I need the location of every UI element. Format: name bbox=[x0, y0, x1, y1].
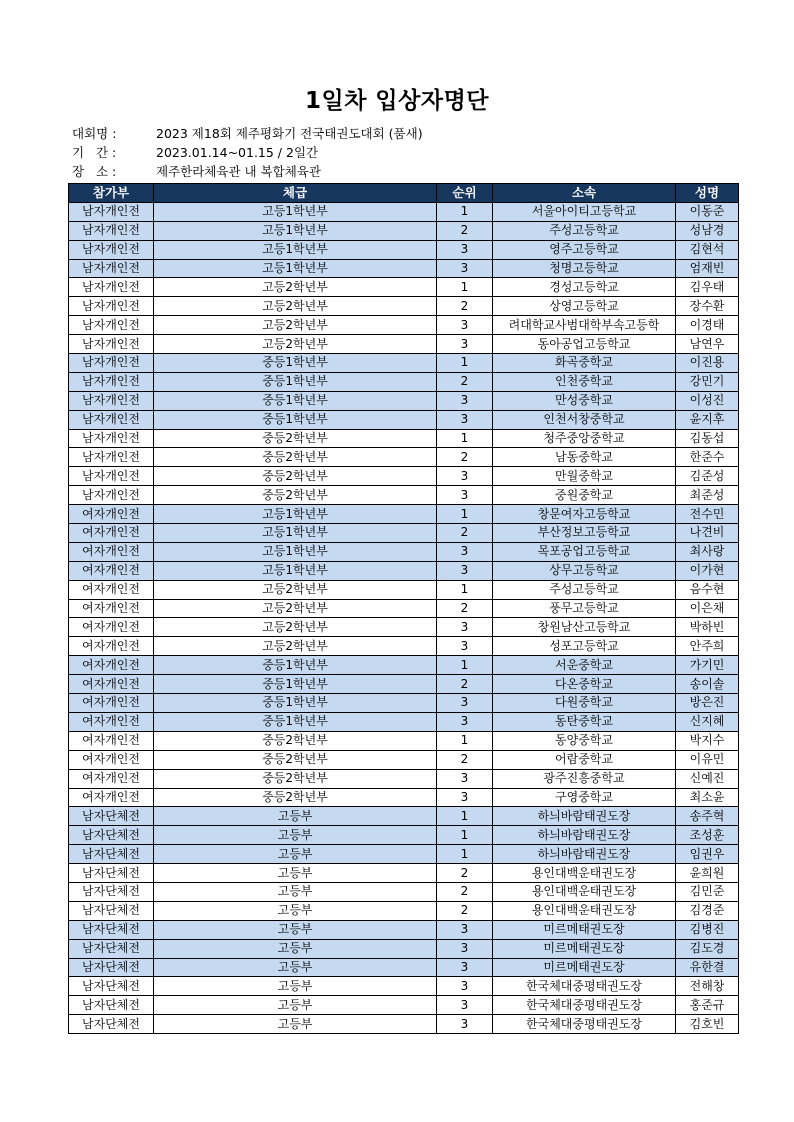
cell-division: 여자개인전 bbox=[69, 618, 154, 637]
cell-team: 한국체대중평태권도장 bbox=[493, 1015, 676, 1034]
cell-team: 주성고등학교 bbox=[493, 221, 676, 240]
cell-division: 남자개인전 bbox=[69, 486, 154, 505]
table-row bbox=[69, 486, 739, 505]
cell-category: 고등부 bbox=[154, 826, 437, 845]
cell-team: 하늬바람태권도장 bbox=[493, 826, 676, 845]
cell-team: 미르메태권도장 bbox=[493, 920, 676, 939]
table-row bbox=[69, 391, 739, 410]
cell-name: 엄재빈 bbox=[676, 259, 739, 278]
cell-division: 남자개인전 bbox=[69, 278, 154, 297]
cell-rank: 3 bbox=[437, 618, 493, 637]
cell-name: 홍준규 bbox=[676, 996, 739, 1015]
cell-category: 중등2학년부 bbox=[154, 429, 437, 448]
info-row-event bbox=[72, 124, 423, 143]
cell-name: 이진용 bbox=[676, 354, 739, 373]
cell-rank: 2 bbox=[437, 750, 493, 769]
cell-category: 고등1학년부 bbox=[154, 259, 437, 278]
cell-rank: 3 bbox=[437, 542, 493, 561]
cell-division: 여자개인전 bbox=[69, 750, 154, 769]
cell-category: 고등부 bbox=[154, 901, 437, 920]
table-row bbox=[69, 920, 739, 939]
cell-team: 부산정보고등학교 bbox=[493, 524, 676, 543]
table-row bbox=[69, 599, 739, 618]
table-row bbox=[69, 524, 739, 543]
cell-division: 남자단체전 bbox=[69, 1015, 154, 1034]
cell-rank: 1 bbox=[437, 826, 493, 845]
cell-division: 남자단체전 bbox=[69, 920, 154, 939]
event-info bbox=[72, 124, 423, 181]
table-row bbox=[69, 637, 739, 656]
cell-name: 김우태 bbox=[676, 278, 739, 297]
cell-name: 윤희원 bbox=[676, 864, 739, 883]
cell-division: 남자개인전 bbox=[69, 448, 154, 467]
table-row bbox=[69, 675, 739, 694]
cell-name: 김병진 bbox=[676, 920, 739, 939]
cell-rank: 2 bbox=[437, 524, 493, 543]
table-row bbox=[69, 240, 739, 259]
cell-team: 한국체대중평태권도장 bbox=[493, 977, 676, 996]
cell-team: 청주중앙중학교 bbox=[493, 429, 676, 448]
table-row bbox=[69, 712, 739, 731]
cell-name: 전수민 bbox=[676, 505, 739, 524]
cell-team: 용인대백운태권도장 bbox=[493, 882, 676, 901]
cell-category: 중등2학년부 bbox=[154, 467, 437, 486]
cell-category: 중등1학년부 bbox=[154, 656, 437, 675]
cell-rank: 3 bbox=[437, 316, 493, 335]
cell-rank: 2 bbox=[437, 448, 493, 467]
cell-division: 남자개인전 bbox=[69, 259, 154, 278]
table-row bbox=[69, 958, 739, 977]
table-row bbox=[69, 221, 739, 240]
cell-category: 중등2학년부 bbox=[154, 486, 437, 505]
cell-category: 고등1학년부 bbox=[154, 561, 437, 580]
table-row bbox=[69, 354, 739, 373]
cell-team: 화곡중학교 bbox=[493, 354, 676, 373]
cell-rank: 2 bbox=[437, 675, 493, 694]
cell-name: 송주혁 bbox=[676, 807, 739, 826]
cell-division: 남자단체전 bbox=[69, 939, 154, 958]
cell-category: 고등2학년부 bbox=[154, 297, 437, 316]
cell-division: 여자개인전 bbox=[69, 561, 154, 580]
cell-category: 중등2학년부 bbox=[154, 731, 437, 750]
table-body bbox=[69, 202, 739, 1033]
cell-name: 김민준 bbox=[676, 882, 739, 901]
cell-category: 고등1학년부 bbox=[154, 542, 437, 561]
cell-division: 여자개인전 bbox=[69, 769, 154, 788]
cell-name: 이은채 bbox=[676, 599, 739, 618]
cell-category: 고등2학년부 bbox=[154, 335, 437, 354]
cell-division: 남자단체전 bbox=[69, 958, 154, 977]
cell-rank: 2 bbox=[437, 864, 493, 883]
cell-team: 미르메태권도장 bbox=[493, 958, 676, 977]
cell-team: 하늬바람태권도장 bbox=[493, 845, 676, 864]
cell-name: 김경준 bbox=[676, 901, 739, 920]
cell-division: 남자개인전 bbox=[69, 316, 154, 335]
cell-name: 안주희 bbox=[676, 637, 739, 656]
info-label: 장 소 : bbox=[72, 164, 117, 179]
cell-division: 남자개인전 bbox=[69, 354, 154, 373]
cell-team: 중원중학교 bbox=[493, 486, 676, 505]
cell-category: 중등1학년부 bbox=[154, 354, 437, 373]
info-label: 기 간 : bbox=[72, 145, 117, 160]
cell-rank: 3 bbox=[437, 977, 493, 996]
table-row bbox=[69, 429, 739, 448]
cell-category: 고등2학년부 bbox=[154, 599, 437, 618]
cell-rank: 3 bbox=[437, 240, 493, 259]
cell-rank: 3 bbox=[437, 391, 493, 410]
cell-division: 남자단체전 bbox=[69, 845, 154, 864]
cell-team: 상무고등학교 bbox=[493, 561, 676, 580]
cell-name: 김동섭 bbox=[676, 429, 739, 448]
cell-name: 박하빈 bbox=[676, 618, 739, 637]
cell-division: 남자개인전 bbox=[69, 335, 154, 354]
table-row bbox=[69, 372, 739, 391]
info-row-period bbox=[72, 143, 423, 162]
table-row bbox=[69, 278, 739, 297]
cell-category: 고등1학년부 bbox=[154, 524, 437, 543]
cell-division: 여자개인전 bbox=[69, 524, 154, 543]
cell-category: 고등2학년부 bbox=[154, 637, 437, 656]
cell-rank: 2 bbox=[437, 372, 493, 391]
cell-category: 중등2학년부 bbox=[154, 769, 437, 788]
table-row bbox=[69, 694, 739, 713]
cell-division: 남자개인전 bbox=[69, 429, 154, 448]
info-value: 2023 제18회 제주평화기 전국태권도대회 (품새) bbox=[156, 126, 423, 141]
cell-category: 고등1학년부 bbox=[154, 505, 437, 524]
cell-name: 나견비 bbox=[676, 524, 739, 543]
cell-rank: 1 bbox=[437, 429, 493, 448]
cell-name: 가기민 bbox=[676, 656, 739, 675]
cell-rank: 1 bbox=[437, 278, 493, 297]
cell-category: 고등부 bbox=[154, 882, 437, 901]
cell-rank: 1 bbox=[437, 580, 493, 599]
cell-rank: 2 bbox=[437, 882, 493, 901]
cell-team: 동탄중학교 bbox=[493, 712, 676, 731]
cell-name: 김호빈 bbox=[676, 1015, 739, 1034]
cell-team: 미르메태권도장 bbox=[493, 939, 676, 958]
cell-division: 남자개인전 bbox=[69, 467, 154, 486]
cell-team: 서운중학교 bbox=[493, 656, 676, 675]
cell-team: 서울아이티고등학교 bbox=[493, 202, 676, 221]
info-value: 제주한라체육관 내 복합체육관 bbox=[156, 164, 321, 179]
cell-name: 방은진 bbox=[676, 694, 739, 713]
table-row bbox=[69, 882, 739, 901]
header-team: 소속 bbox=[493, 184, 676, 203]
cell-team: 구영중학교 bbox=[493, 788, 676, 807]
cell-rank: 3 bbox=[437, 410, 493, 429]
table-row bbox=[69, 618, 739, 637]
cell-name: 최준성 bbox=[676, 486, 739, 505]
cell-category: 고등부 bbox=[154, 920, 437, 939]
cell-name: 최사랑 bbox=[676, 542, 739, 561]
cell-rank: 2 bbox=[437, 599, 493, 618]
cell-category: 고등1학년부 bbox=[154, 221, 437, 240]
table-row bbox=[69, 542, 739, 561]
table-row bbox=[69, 410, 739, 429]
table-row bbox=[69, 750, 739, 769]
table-row bbox=[69, 769, 739, 788]
cell-team: 청명고등학교 bbox=[493, 259, 676, 278]
cell-team: 주성고등학교 bbox=[493, 580, 676, 599]
cell-category: 고등1학년부 bbox=[154, 240, 437, 259]
cell-category: 고등2학년부 bbox=[154, 580, 437, 599]
header-rank: 순위 bbox=[437, 184, 493, 203]
cell-team: 용인대백운태권도장 bbox=[493, 864, 676, 883]
cell-rank: 3 bbox=[437, 1015, 493, 1034]
cell-team: 광주진흥중학교 bbox=[493, 769, 676, 788]
cell-rank: 2 bbox=[437, 221, 493, 240]
winners-table bbox=[68, 183, 739, 1034]
cell-name: 이동준 bbox=[676, 202, 739, 221]
cell-rank: 1 bbox=[437, 202, 493, 221]
cell-team: 남동중학교 bbox=[493, 448, 676, 467]
header-division: 참가부 bbox=[69, 184, 154, 203]
cell-division: 남자단체전 bbox=[69, 996, 154, 1015]
table-row bbox=[69, 826, 739, 845]
header-category: 체급 bbox=[154, 184, 437, 203]
cell-division: 남자단체전 bbox=[69, 864, 154, 883]
cell-name: 신지혜 bbox=[676, 712, 739, 731]
cell-rank: 1 bbox=[437, 807, 493, 826]
cell-division: 남자개인전 bbox=[69, 372, 154, 391]
cell-team: 상영고등학교 bbox=[493, 297, 676, 316]
table-row bbox=[69, 316, 739, 335]
cell-team: 영주고등학교 bbox=[493, 240, 676, 259]
cell-division: 여자개인전 bbox=[69, 505, 154, 524]
page-title: 1일차 입상자명단 bbox=[304, 88, 490, 114]
table-row bbox=[69, 505, 739, 524]
cell-category: 중등2학년부 bbox=[154, 788, 437, 807]
cell-team: 인천중학교 bbox=[493, 372, 676, 391]
cell-category: 고등부 bbox=[154, 807, 437, 826]
cell-rank: 3 bbox=[437, 467, 493, 486]
cell-rank: 3 bbox=[437, 694, 493, 713]
cell-category: 고등부 bbox=[154, 977, 437, 996]
cell-name: 남연우 bbox=[676, 335, 739, 354]
table-row bbox=[69, 202, 739, 221]
table-row bbox=[69, 977, 739, 996]
table-row bbox=[69, 580, 739, 599]
cell-rank: 3 bbox=[437, 920, 493, 939]
table-header-row bbox=[69, 184, 739, 203]
cell-category: 중등1학년부 bbox=[154, 391, 437, 410]
cell-division: 남자개인전 bbox=[69, 202, 154, 221]
cell-team: 한국체대중평태권도장 bbox=[493, 996, 676, 1015]
cell-team: 경성고등학교 bbox=[493, 278, 676, 297]
cell-rank: 3 bbox=[437, 996, 493, 1015]
cell-name: 이가현 bbox=[676, 561, 739, 580]
table-row bbox=[69, 448, 739, 467]
cell-name: 조성훈 bbox=[676, 826, 739, 845]
table-row bbox=[69, 467, 739, 486]
cell-rank: 3 bbox=[437, 712, 493, 731]
cell-name: 한준수 bbox=[676, 448, 739, 467]
cell-rank: 1 bbox=[437, 354, 493, 373]
table-row bbox=[69, 807, 739, 826]
cell-name: 이성진 bbox=[676, 391, 739, 410]
cell-category: 중등1학년부 bbox=[154, 712, 437, 731]
cell-rank: 3 bbox=[437, 335, 493, 354]
info-value: 2023.01.14~01.15 / 2일간 bbox=[156, 145, 319, 160]
cell-name: 이유민 bbox=[676, 750, 739, 769]
cell-division: 남자개인전 bbox=[69, 410, 154, 429]
cell-name: 신예진 bbox=[676, 769, 739, 788]
table-row bbox=[69, 561, 739, 580]
cell-division: 남자단체전 bbox=[69, 807, 154, 826]
cell-name: 김도경 bbox=[676, 939, 739, 958]
cell-division: 여자개인전 bbox=[69, 656, 154, 675]
table-row bbox=[69, 845, 739, 864]
cell-team: 하늬바람태권도장 bbox=[493, 807, 676, 826]
cell-team: 다원중학교 bbox=[493, 694, 676, 713]
cell-team: 창문여자고등학교 bbox=[493, 505, 676, 524]
cell-division: 남자단체전 bbox=[69, 882, 154, 901]
cell-name: 장수환 bbox=[676, 297, 739, 316]
cell-category: 고등부 bbox=[154, 864, 437, 883]
table-row bbox=[69, 1015, 739, 1034]
cell-division: 여자개인전 bbox=[69, 580, 154, 599]
cell-category: 중등2학년부 bbox=[154, 448, 437, 467]
cell-name: 박지수 bbox=[676, 731, 739, 750]
cell-category: 중등1학년부 bbox=[154, 410, 437, 429]
cell-team: 인천서창중학교 bbox=[493, 410, 676, 429]
table-row bbox=[69, 996, 739, 1015]
cell-team: 만성중학교 bbox=[493, 391, 676, 410]
cell-name: 성남경 bbox=[676, 221, 739, 240]
cell-category: 고등부 bbox=[154, 845, 437, 864]
cell-division: 남자단체전 bbox=[69, 901, 154, 920]
cell-category: 중등1학년부 bbox=[154, 694, 437, 713]
cell-rank: 1 bbox=[437, 505, 493, 524]
cell-team: 만월중학교 bbox=[493, 467, 676, 486]
cell-name: 김준성 bbox=[676, 467, 739, 486]
header-name: 성명 bbox=[676, 184, 739, 203]
cell-rank: 3 bbox=[437, 939, 493, 958]
cell-category: 고등2학년부 bbox=[154, 316, 437, 335]
cell-rank: 3 bbox=[437, 561, 493, 580]
cell-rank: 2 bbox=[437, 901, 493, 920]
cell-category: 고등부 bbox=[154, 996, 437, 1015]
cell-division: 여자개인전 bbox=[69, 694, 154, 713]
cell-team: 동양중학교 bbox=[493, 731, 676, 750]
table-row bbox=[69, 939, 739, 958]
cell-name: 김현석 bbox=[676, 240, 739, 259]
cell-rank: 3 bbox=[437, 486, 493, 505]
cell-rank: 3 bbox=[437, 769, 493, 788]
cell-category: 중등1학년부 bbox=[154, 372, 437, 391]
cell-team: 려대학교사범대학부속고등학 bbox=[493, 316, 676, 335]
cell-team: 용인대백운태권도장 bbox=[493, 901, 676, 920]
table-row bbox=[69, 335, 739, 354]
cell-category: 고등부 bbox=[154, 1015, 437, 1034]
cell-name: 임권우 bbox=[676, 845, 739, 864]
cell-rank: 3 bbox=[437, 637, 493, 656]
cell-name: 강민기 bbox=[676, 372, 739, 391]
table-row bbox=[69, 788, 739, 807]
cell-category: 중등1학년부 bbox=[154, 675, 437, 694]
cell-rank: 3 bbox=[437, 788, 493, 807]
cell-division: 여자개인전 bbox=[69, 731, 154, 750]
cell-division: 여자개인전 bbox=[69, 599, 154, 618]
table-row bbox=[69, 259, 739, 278]
cell-division: 남자단체전 bbox=[69, 977, 154, 996]
cell-division: 남자개인전 bbox=[69, 297, 154, 316]
cell-name: 유한결 bbox=[676, 958, 739, 977]
cell-category: 고등1학년부 bbox=[154, 202, 437, 221]
cell-category: 중등2학년부 bbox=[154, 750, 437, 769]
cell-category: 고등부 bbox=[154, 958, 437, 977]
cell-name: 이경태 bbox=[676, 316, 739, 335]
cell-category: 고등부 bbox=[154, 939, 437, 958]
cell-team: 성포고등학교 bbox=[493, 637, 676, 656]
cell-division: 남자개인전 bbox=[69, 240, 154, 259]
cell-name: 윤지후 bbox=[676, 410, 739, 429]
cell-division: 여자개인전 bbox=[69, 675, 154, 694]
cell-rank: 1 bbox=[437, 731, 493, 750]
cell-division: 여자개인전 bbox=[69, 542, 154, 561]
cell-division: 여자개인전 bbox=[69, 788, 154, 807]
table-row bbox=[69, 731, 739, 750]
cell-division: 여자개인전 bbox=[69, 637, 154, 656]
cell-division: 남자단체전 bbox=[69, 826, 154, 845]
cell-division: 남자개인전 bbox=[69, 391, 154, 410]
cell-rank: 1 bbox=[437, 656, 493, 675]
cell-category: 고등2학년부 bbox=[154, 278, 437, 297]
cell-rank: 2 bbox=[437, 297, 493, 316]
info-row-venue bbox=[72, 162, 423, 181]
table-row bbox=[69, 656, 739, 675]
cell-rank: 3 bbox=[437, 958, 493, 977]
cell-category: 고등2학년부 bbox=[154, 618, 437, 637]
cell-name: 전해창 bbox=[676, 977, 739, 996]
cell-rank: 1 bbox=[437, 845, 493, 864]
cell-team: 풍무고등학교 bbox=[493, 599, 676, 618]
cell-division: 여자개인전 bbox=[69, 712, 154, 731]
cell-team: 어람중학교 bbox=[493, 750, 676, 769]
cell-team: 다온중학교 bbox=[493, 675, 676, 694]
table-row bbox=[69, 297, 739, 316]
cell-division: 남자개인전 bbox=[69, 221, 154, 240]
table-row bbox=[69, 901, 739, 920]
cell-team: 동아공업고등학교 bbox=[493, 335, 676, 354]
cell-team: 창원남산고등학교 bbox=[493, 618, 676, 637]
cell-rank: 3 bbox=[437, 259, 493, 278]
cell-name: 최소윤 bbox=[676, 788, 739, 807]
table-row bbox=[69, 864, 739, 883]
cell-team: 목포공업고등학교 bbox=[493, 542, 676, 561]
cell-name: 음수현 bbox=[676, 580, 739, 599]
info-label: 대회명 : bbox=[72, 126, 117, 141]
cell-name: 송이솔 bbox=[676, 675, 739, 694]
